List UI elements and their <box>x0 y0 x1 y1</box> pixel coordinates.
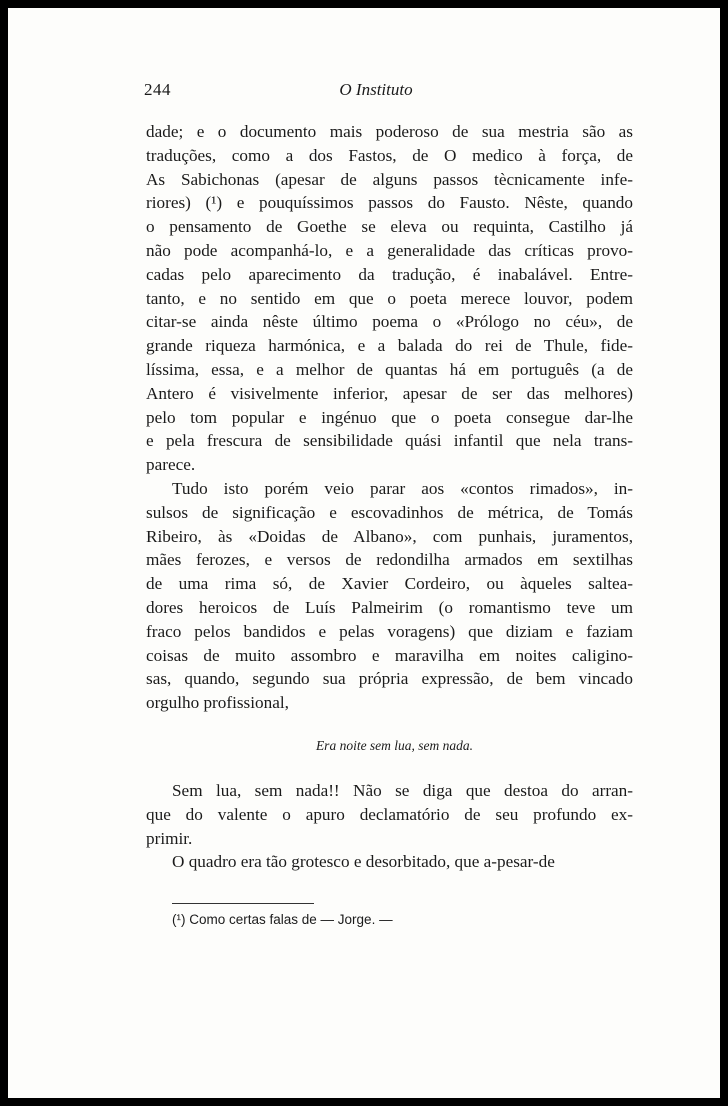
page-header <box>8 80 720 106</box>
text-line: sulsos de significação e escovadinhos de métrica, de Tomás <box>146 502 633 522</box>
page-number: 244 <box>144 80 171 99</box>
text-line: traduções, como a dos Fastos, de O medico à força, de <box>146 145 633 165</box>
text-line: líssima, essa, e a melhor de quantas há em português (a de <box>146 359 633 379</box>
text-line: o pensamento de Goethe se eleva ou requinta, Castilho já <box>146 217 633 237</box>
text-line: fraco pelos bandidos e pelas voragens) que diziam e faziam <box>146 621 633 641</box>
text-line: mães ferozes, e versos de redondilha armados em sextilhas <box>146 550 633 570</box>
text-line: orgulho profissional, <box>146 693 289 713</box>
text-line: sas, quando, segundo sua própria expressão, de bem vincado <box>146 669 633 689</box>
text-line: Ribeiro, às «Doidas de Albano», com punhais, juramentos, <box>146 526 633 546</box>
text-line: riores) (¹) e pouquíssimos passos do Fausto. Nêste, quando <box>146 193 633 213</box>
text-line: não pode acompanhá-lo, e a generalidade das críticas provo- <box>146 240 633 260</box>
text-line: As Sabichonas (apesar de alguns passos tècnicamente infe- <box>146 169 633 189</box>
text-line: grande riqueza harmónica, e a balada do rei de Thule, fide- <box>146 336 633 356</box>
text-line: que do valente o apuro declamatório de seu profundo ex- <box>146 804 633 824</box>
footnote: (¹) Como certas falas de — Jorge. — <box>172 912 393 927</box>
text-line: citar-se ainda nêste último poema o «Prólogo no céu», de <box>146 312 633 332</box>
verse-quote: Era noite sem lua, sem nada. <box>315 737 474 753</box>
text-line: Antero é visivelmente inferior, apesar de ser das melhores) <box>146 383 633 403</box>
text-line: de uma rima só, de Xavier Cordeiro, ou àqueles saltea- <box>146 574 633 594</box>
text-line: dores heroicos de Luís Palmeirim (o romantismo teve um <box>146 597 633 617</box>
text-line: cadas pelo aparecimento da tradução, é inabalável. Entre- <box>146 264 633 284</box>
text-line: pelo tom popular e ingénuo que o poeta consegue dar-lhe <box>146 407 633 427</box>
footnote-rule <box>172 903 314 904</box>
text-line: coisas de muito assombro e maravilha em noites caligino- <box>146 645 633 665</box>
text-line: Tudo isto porém veio parar aos «contos rimados», in- <box>172 478 633 498</box>
text-line: primir. <box>146 828 193 848</box>
text-line: O quadro era tão grotesco e desorbitado, que a-pesar-de <box>172 852 555 872</box>
text-line: parece. <box>146 455 196 475</box>
paragraph-2 <box>146 477 633 715</box>
paragraph-4 <box>146 850 633 874</box>
text-line: tanto, e no sentido em que o poeta merece louvor, podem <box>146 288 633 308</box>
running-title: O Instituto <box>339 80 413 99</box>
paragraph-1 <box>146 120 633 477</box>
book-page <box>8 8 720 1098</box>
text-line: dade; e o documento mais poderoso de sua mestria são as <box>146 122 633 141</box>
text-line: e pela frescura de sensibilidade quási infantil que nela trans- <box>146 431 633 451</box>
text-line: Sem lua, sem nada!! Não se diga que destoa do arran- <box>172 780 633 800</box>
body-text <box>146 120 633 874</box>
paragraph-3 <box>146 779 633 850</box>
